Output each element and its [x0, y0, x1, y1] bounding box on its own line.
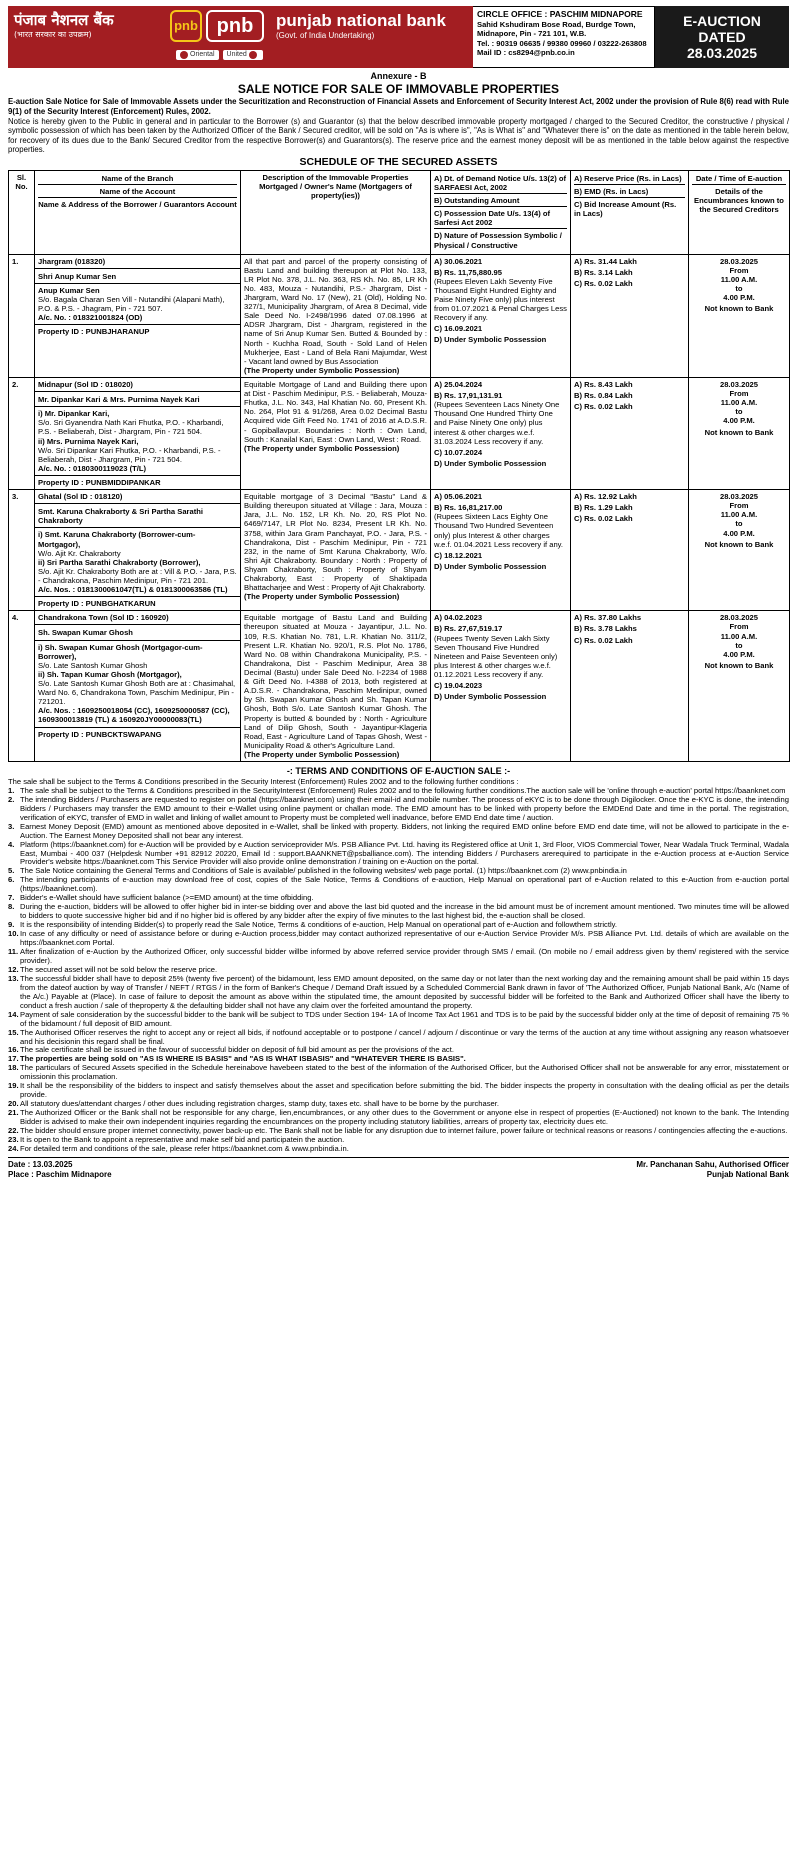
row-description-cell: Equitable mortgage of 3 Decimal "Bastu" Land & Building thereupon situated at Village : Jara, Mouza : Jara, J.L. No. 152, LR Kh. No. 20, RS Plot No. 6469/7147, LR Plot No. 8234, Present LR Kh. No. 3758, within Jara Gram Panchayat, P.O. - Jara, P.S. - Chandrakona, Dist - Paschim Medinipur, Pin - 721 232, in the name of Smt Karuna Chakraborty, W/o. Shri Ajit Chakraborty. Boundary : North : Property of Shyam Chakraborty, South : Property of Shyam Chakraborty, East : Property of Shaktipada Bhattacharjee and West : Property of Ajit Chakraborty. (The Property under Symbolic Possession)	[241, 490, 431, 611]
header	[8, 6, 789, 68]
oriental-logo-icon	[180, 51, 188, 59]
col-branch-header: Name of the Branch Name of the Account Name & Address of the Borrower / Guarantors Account	[35, 170, 241, 254]
term-item: 10. In case of any difficulty or need of assistance before or during e-Auction process,bidder may contact authorized representative of our e-Auction Service Provider M/s. PSB Alliance Pvt. Ltd. details of which are available on the https://baanknet.com Portal.	[8, 929, 789, 948]
pnb-logo	[170, 10, 264, 42]
col-dates-header: A) Dt. of Demand Notice U/s. 13(2) of SARFAESI Act, 2002 B) Outstanding Amount C) Possession Date U/s. 13(4) of Sarfesi Act 2002 D) Nature of Possession Symbolic / Physical / Constructive	[431, 170, 571, 254]
row-auction-time-cell: 28.03.2025 From 11.00 A.M. to 4.00 P.M. Not known to Bank	[689, 490, 790, 611]
term-item: 21. The Authorized Officer or the Bank shall not be responsible for any charge, lien,encumbrances, or any other dues to the Government or anyone else in respect of properties (E-Auctioned) not known to the bank. The Intending Bidder is advised to make their own independent inquiries regarding the encumbrances on the property including statutory liabilities, arrears of property tax, electricity dues etc.	[8, 1108, 789, 1127]
row-price-cell: A) Rs. 37.80 Lakhs B) Rs. 3.78 Lakhs C) Rs. 0.02 Lakh	[571, 611, 689, 762]
eauction-date-box: E-AUCTION DATED 28.03.2025	[655, 6, 789, 68]
row-dates-cell: A) 05.06.2021 B) Rs. 16,81,217.00 (Rupees Sixteen Lacs Eighty One Thousand Two Hundred Seventeen only) plus Interest & other charges w.e.f. 01.04.2021 Less recovery if any. C) 18.12.2021 D) Under Symbolic Possession	[431, 490, 571, 611]
intro-heading: E-auction Sale Notice for Sale of Immovable Assets under the Securitization and Reconstruction of Financial Assets and Enforcement of Security Interest Act, 2002 under the provision of Rule 8(6) read with Rule 9(1) of the Security Interest (Enforcement) Rules, 2002.	[8, 97, 789, 116]
footer-bank: Punjab National Bank	[706, 1169, 789, 1179]
term-item: 7. Bidder's e-Wallet should have sufficient balance (>=EMD amount) at the time ofbidding.	[8, 893, 314, 903]
col-auction-time-header: Date / Time of E-auction Details of the Encumbrances known to the Secured Creditors	[689, 170, 790, 254]
term-item: 6. The intending participants of e-auction may download free of cost, copies of the Sale Notice, Terms & Conditions of e-auction, Help Manual on operational part of e-Auction related to this e-Auction from e-auction portal (https://baanknet.com).	[8, 875, 789, 894]
term-item: 19. It shall be the responsibility of the bidders to inspect and satisfy themselves about the asset and specification before submitting the bid. The bidder inspects the property in consultation with the dealing official as per the details provide.	[8, 1081, 789, 1100]
term-item: 18. The particulars of Secured Assets specified in the Schedule hereinabove havebeen stated to the best of the information of the Authorised Officer, but the Authorised Officer shall not be answerable for any error, misstatement or omissionin this proclamation.	[8, 1063, 789, 1082]
secured-assets-table	[8, 170, 790, 762]
row-branch-cell: Chandrakona Town (Sol ID : 160920) Sh. Swapan Kumar Ghosh i) Sh. Swapan Kumar Ghosh (Mortgagor-cum-Borrower), S/o. Late Santosh Kumar Ghosh ii) Sh. Tapan Kumar Ghosh (Mortgagor), S/o. Late Santosh Kumar Ghosh Both are at : Chasimahal, Ward No. 6, Chandrakona Town, Paschim Medinipur, Pin - 721201. A/c. Nos. : 1609250018054 (CC), 1609250000587 (CC), 1609300013819 (TL) & 160920JY00000083(TL) Property ID : PUNBCKTSWAPANG	[35, 611, 241, 762]
term-item: 23. It is open to the Bank to appoint a representative and make self bid and participatein the auction.	[8, 1135, 345, 1144]
intro-text: Notice is hereby given to the Public in general and in particular to the Borrower (s) and Guarantor (s) that the below described immovable property mortgaged / charged to the Secured Creditor, the constructive / physical / symbolic possession of which has been taken by the Authorized Officer of the Bank / Secured creditor, will be sold on "As is where is", "As is What is" and "Whatever there is" on the date as mentioned in the table herein below, for recovery of its dues due to the Bank/ Secured Creditor from the respective Borrower(s) and Guarantors(s). The reserve price and the earnest money deposit will be as mentioned in the table below against the respective properties.	[8, 116, 789, 154]
row-description-cell: Equitable mortgage of Bastu Land and Building thereupon situated at Mouza - Jayantipur, J.L. No. 109, R.S. Khatian No. 781, L.R. Khatian No. 311/2, Present L.R. Khatian No. 920/1, R.S. Plot No. 1786, Ward No. 08 within Chandrakona Municipality, P.S. - Chandrakona, Dist - Paschim Medinipur, Area 38 Decimal (Bastu) under Sale Deed No. I-2234 of 1988 & Gift Deed No. I-4388 of 2013, both registered at A.D.S.R. - Chandrakona, Paschim Medinipur, owned by Sh. Swapan Kumar Ghosh and Sh. Tapan Kumar Ghosh, Both S/o. Late Santosh Kumar Ghosh. The Property is butted & bounded by : North - Agriculture Land of Dilip Ghosh, South - Jayantipur-Klageria Road, East - Agriculture Land of Tapas Ghosh, West - Municipality Road & other's Agriculture Land. (The Property under Symbolic Possession)	[241, 611, 431, 762]
notice-footer	[8, 1157, 789, 1179]
row-price-cell: A) Rs. 12.92 Lakh B) Rs. 1.29 Lakh C) Rs. 0.02 Lakh	[571, 490, 689, 611]
footer-date: Date : 13.03.2025	[8, 1159, 73, 1169]
term-item: 20. All statutory dues/attendant charges / other dues including registration charges, stamp duty, taxes etc. shall have to be borne by the purchaser.	[8, 1099, 499, 1109]
row-description-cell: All that part and parcel of the property consisting of Bastu Land and building thereupon at Plot No. 133, LR Plot No. 378, J.L. No. 363, RS Kh. No. 85, LR Kh No. 483, Mouza - Nutandihi, P.S.- Jhargram, Dist - Jhargram, Ward No. 17 (New), 21 (Old), Holding No. 327/1, Municipality Jhargram, of Area 8 Decimal, vide Sale Deed No. I-2498/1996 dated 07.08.1996 at ADSR Jhargram, Dist - Jhargram, registered in the name of Sri Anup Kumar Sen. Butted & Bounded by : North - Kuchha Road, South - Sold Land of Helen Mukherjee, East - Land of Bela Rani Majumdar, West - Vacant land owned by Bus Association (The Property under Symbolic Possession)	[241, 254, 431, 377]
term-item: 8. During the e-auction, bidders will be allowed to offer higher bid in inter-se bidding over and above the last bid quoted and the increase in the bid amount must be of increment amount mentioned. Two minutes time will be allowed to bidders to quote successive higher bid and if no higher bid is offered by any bidder after the expiry of five minutes to the last highest bid, the e-auction shall be closed.	[8, 902, 789, 921]
term-item: 9. It is the responsibility of intending Bidder(s) to properly read the Sale Notice, Terms & conditions of e-auction, Help Manual on operational part of e-Auction and followthem strictly.	[8, 920, 617, 930]
row-branch-cell: Jhargram (018320) Shri Anup Kumar Sen Anup Kumar Sen S/o. Bagala Charan Sen Vill - Nutandihi (Alapani Math), P.O. & P.S. - Jhagram, Pin - 721 507. A/c. No. : 018321001824 (OD) Property ID : PUNBJHARANUP	[35, 254, 241, 377]
col-sl-header: Sl. No.	[9, 170, 35, 254]
pnb-logo-text: pnb	[206, 10, 264, 42]
row-auction-time-cell: 28.03.2025 From 11.00 A.M. to 4.00 P.M. Not known to Bank	[689, 254, 790, 377]
row-auction-time-cell: 28.03.2025 From 11.00 A.M. to 4.00 P.M. Not known to Bank	[689, 378, 790, 490]
row-branch-cell: Midnapur (Sol ID : 018020) Mr. Dipankar Kari & Mrs. Purnima Nayek Kari i) Mr. Dipankar Kari, S/o. Sri Gyanendra Nath Kari Fhutka, P.O. - Kharbandi, P.S. - Beliaberah, Dist - Jhargram, Pin - 721 504. ii) Mrs. Purnima Nayek Kari, W/o. Sri Dipankar Kari Fhutka, P.O. - Kharbandi, P.S. - Beliaberah, Dist - Jhargram, Pin - 721 504. A/c. No. : 0180300119023 (T/L) Property ID : PUNBMIDDIPANKAR	[35, 378, 241, 490]
table-row	[9, 611, 790, 762]
row-price-cell: A) Rs. 8.43 Lakh B) Rs. 0.84 Lakh C) Rs. 0.02 Lakh	[571, 378, 689, 490]
row-branch-cell: Ghatal (Sol ID : 018120) Smt. Karuna Chakraborty & Sri Partha Sarathi Chakraborty i) Smt. Karuna Chakraborty (Borrower-cum-Mortgagor), W/o. Ajit Kr. Chakraborty ii) Sri Partha Sarathi Chakraborty (Borrower), S/o. Ajit Kr. Chakraborty Both are at : Vill & P.O. - Jara, P.S. - Chandrakona, Paschim Medinipur, Pin - 721 201. A/c. Nos. : 0181300061047(TL) & 0181300063586 (TL) Property ID : PUNBGHATKARUN	[35, 490, 241, 611]
united-logo: United	[223, 50, 263, 60]
term-item: 5. The Sale Notice containing the General Terms and Conditions of Sale is available/ published in the following websites/ web page portal. (1) https://baanknet.com (2) www.pnbindia.in	[8, 866, 627, 876]
term-item: 2. The intending Bidders / Purchasers are requested to register on portal (https://baanknet.com) using their email-id and mobile number. The process of eKYC is to be done through Digilocker. Once the e-KYC is done, the intending Bidders / Purchasers may transfer the EMD amount to their e-Wallet using online payment or challan mode. The EMD amount has to be linked with property before the EMDEnd Date and time in the portal. The registration, verification of eKYC, transfer of EMD in wallet and linking of wallet amount to Property must be completed well inadvance, before EMD End date time / auction.	[8, 794, 789, 822]
row-dates-cell: A) 04.02.2023 B) Rs. 27,67,519.17 (Rupees Twenty Seven Lakh Sixty Seven Thousand Five Hundred Nineteen and Paise Seventeen only) plus Interest & other charges w.e.f. 01.12.2021 Less recovery if any. C) 19.04.2023 D) Under Symbolic Possession	[431, 611, 571, 762]
term-item: 1. The sale shall be subject to the Terms & Conditions prescribed in the SecurityInterest (Enforcement) Rules 2002 and to the following further conditions.The auction sale will be 'online through e-auction' portal https://baanknet.com	[8, 785, 786, 795]
terms-list	[8, 778, 789, 1154]
terms-intro: The sale shall be subject to the Terms & Conditions prescribed in the Security Interest (Enforcement) Rules 2002 and to the following further conditions :	[8, 776, 519, 786]
row-sl: 2.	[9, 378, 35, 490]
united-logo-icon	[249, 51, 257, 59]
hindi-bank-name: पंजाब नैशनल बैंक (भारत सरकार का उपक्रम)	[14, 10, 114, 39]
table-row	[9, 254, 790, 377]
term-item: 3. Earnest Money Deposit (EMD) amount as mentioned above deposited in e-Wallet, shall be linked with property. Bidders, not linking the required EMD online before EMD end date time, will not be allowed to participate in the e-Auction. The Earnest Money Deposited shall not bear any interest.	[8, 821, 789, 840]
term-item: 14. Payment of sale consideration by the successful bidder to the bank will be subject to TDS under Section 194- 1A of Income Tax Act 1961 and TDS is to be paid by the successful bidder only at the time of deposit of remaining 75 % of the bidamount / full deposit of BID amount.	[8, 1009, 789, 1028]
schedule-title: SCHEDULE OF THE SECURED ASSETS	[299, 156, 498, 169]
term-item: 17. The properties are being sold on "AS IS WHERE IS BASIS" and "AS IS WHAT ISBASIS" and "WHATEVER THERE IS BASIS".	[8, 1054, 466, 1064]
term-item: 22. The bidder should ensure proper internet connectivity, power back-up etc. The Bank shall not be liable for any disruption due to internet failure, power failure or technical reasons or reasons / contingencies affecting the e-auctions.	[8, 1126, 788, 1136]
term-item: 4. Platform (https://baanknet.com) for e-Auction will be provided by e Auction serviceprovider M/s. PSB Alliance Pvt. Ltd. having its Registered office at Unit 1, 3rd Floor, VIOS Commercial Tower, Near Wadala Truck Terminal, Wadala East, Mumbai - 400 037 (Helpdesk Number +91 82912 20220, Email Id : support.BAANKNET@psballiance.com). The intending Bidders / Purchasers arerequired to participate in the e-Auction process at e-Auction Service Provider's website https://baanknet.com This Service Provider will also provide online demonstration / training on e-Auction on the portal.	[8, 839, 789, 867]
sub-brand-logos	[8, 46, 473, 64]
term-item: 13. The successful bidder shall have to deposit 25% (twenty five percent) of the bidamount, less EMD amount deposited, on the same day or not later than the next working day and the remaining amount shall be paid within 15 days from the dateof auction by way of Transfer / NEFT / RTGS / in the form of Banker's Cheque / Demand Draft issued by a Scheduled Commercial Bank drawn in favor of 'The Authorized Officer, Punjab National Bank, A/c (Name of the A/c.) Payable at (Place). In case of failure to deposit the amount as above within the stipulated time, the amount deposited by successful bidder will be forfeited to the Bank and Authorized Officer shall have the liberty to conduct a fresh auction / sale of theproperty & the defaulting bidder shall not have any claim over the forfeited amountand the property.	[8, 973, 789, 1010]
annexure-label: Annexure - B	[370, 71, 427, 81]
terms-title: -: TERMS AND CONDITIONS OF E-AUCTION SALE :-	[286, 766, 511, 777]
footer-officer: Mr. Panchanan Sahu, Authorised Officer	[636, 1159, 789, 1169]
row-sl: 1.	[9, 254, 35, 377]
table-row	[9, 378, 790, 490]
col-description-header: Description of the Immovable Properties Mortgaged / Owner's Name (Mortgagers of property(ies))	[241, 170, 431, 254]
term-item: 11. After finalization of e-Auction by the Authorized Officer, only successful bidder willbe informed by above referred service provider through SMS / email. (On mobile no / email address given by them/ registered with the service provider).	[8, 946, 789, 965]
row-sl: 3.	[9, 490, 35, 611]
row-dates-cell: A) 25.04.2024 B) Rs. 17,91,131.91 (Rupees Seventeen Lacs Ninety One Thousand One Hundred Thirty One and Paise Ninety One only) plus interest & other charges w.e.f. 31.03.2024 Less recovery if any. C) 10.07.2024 D) Under Symbolic Possession	[431, 378, 571, 490]
row-price-cell: A) Rs. 31.44 Lakh B) Rs. 3.14 Lakh C) Rs. 0.02 Lakh	[571, 254, 689, 377]
col-price-header: A) Reserve Price (Rs. in Lacs) B) EMD (Rs. in Lacs) C) Bid Increase Amount (Rs. in Lacs)	[571, 170, 689, 254]
footer-place: Place : Paschim Midnapore	[8, 1169, 112, 1179]
row-sl: 4.	[9, 611, 35, 762]
term-item: 15. The Authorised Officer reserves the right to accept any or reject all bids, if notfound acceptable or to postpone / cancel / adjourn / discontinue or vary the terms of the auction at any time without assigning any reason whatsoever and his decisionin this regard shall be final.	[8, 1027, 789, 1046]
row-auction-time-cell: 28.03.2025 From 11.00 A.M. to 4.00 P.M. Not known to Bank	[689, 611, 790, 762]
row-dates-cell: A) 30.06.2021 B) Rs. 11,75,880.95 (Rupees Eleven Lakh Seventy Five Thousand Eight Hundred Eighty and Paise Ninety Five only) plus interest from 01.07.2021 & Penal Charges Less Recovery if any. C) 16.09.2021 D) Under Symbolic Possession	[431, 254, 571, 377]
pnb-logo-mark-icon: pnb	[170, 10, 202, 42]
row-description-cell: Equitable Mortgage of Land and Building there upon at Dist - Paschim Medinipur, P.S. - Beliaberah, Mouza-Fhutka, J.L. No. 343, Hal Khatian No. 60, Present Kh. No. 264, Plot 91 & 91/268, Area 0.02 Decimal Bastu Acquired vide Gift Feed No. 1741 of 2016 at A.D.S.R. - Gopiballavpur. Boundaries : North : Own Land, South : Kanailal Kari, East : Own Land, West : Road. (The Property under Symbolic Possession)	[241, 378, 431, 490]
table-header-row	[9, 170, 790, 254]
term-item: 12. The secured asset will not be sold below the reserve price.	[8, 964, 218, 974]
bank-brand-banner	[8, 6, 473, 68]
term-item: 16. The sale certificate shall be issued in the favour of successful bidder on deposit of full bid amount as per the provisions of the act.	[8, 1045, 454, 1055]
term-item: 24. For detailed term and conditions of the sale, please refer https://baanknet.com & www.pnbindia.in.	[8, 1143, 349, 1153]
circle-office-box: CIRCLE OFFICE : PASCHIM MIDNAPORE Sahid Kshudiram Bose Road, Burdge Town, Midnapore, Pin - 721 101, W.B. Tel. : 90319 06635 / 99380 09960 / 03222-263808 Mail ID : cs8294@pnb.co.in	[473, 6, 655, 68]
notice-title: SALE NOTICE FOR SALE OF IMMOVABLE PROPERTIES	[237, 81, 560, 96]
table-row	[9, 490, 790, 611]
oriental-logo: Oriental	[176, 50, 219, 60]
english-bank-name: punjab national bank (Govt. of India Undertaking)	[276, 10, 447, 40]
